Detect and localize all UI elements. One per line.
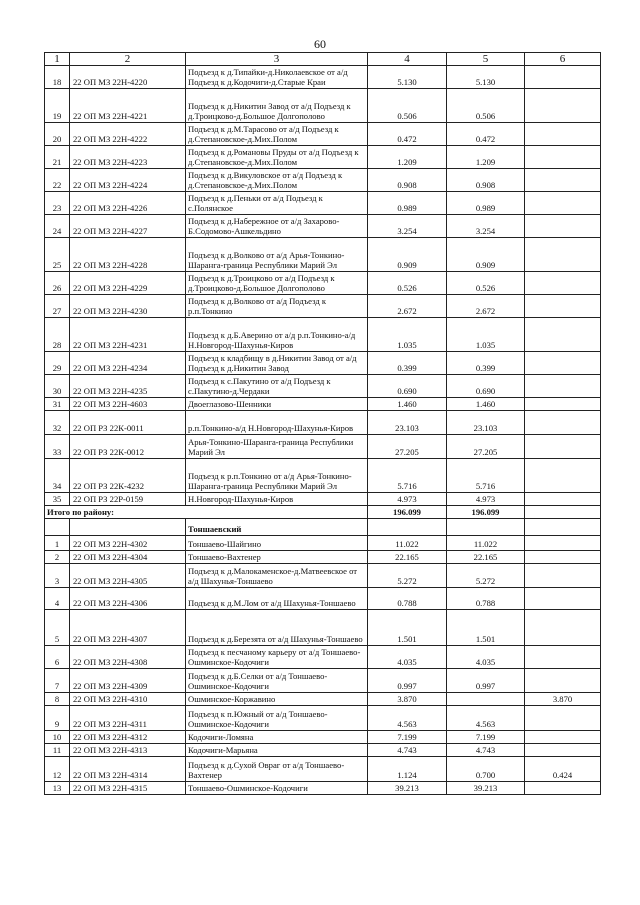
- row-number: 21: [45, 146, 70, 169]
- length-col5: 7.199: [447, 731, 525, 744]
- road-name: Подъезд к д.Романовы Пруды от а/д Подъезд к д.Степановское-д.Мих.Полом: [186, 146, 368, 169]
- length-col5: 27.205: [447, 435, 525, 459]
- col-header: 4: [368, 53, 447, 66]
- table-row: [45, 588, 601, 610]
- length-total: 0.690: [368, 375, 447, 398]
- row-number: 23: [45, 192, 70, 215]
- row-number: 35: [45, 493, 70, 506]
- length-col5: 4.035: [447, 646, 525, 669]
- road-name: Подъезд к д.Волково от а/д Арья-Тонкино-Шаранга-граница Республики Марий Эл: [186, 238, 368, 272]
- row-number: 4: [45, 588, 70, 610]
- table-row: [45, 435, 601, 459]
- road-name: Подъезд к д.Б.Аверино от а/д р.п.Тонкино-а/д Н.Новгород-Шахунья-Киров: [186, 318, 368, 352]
- length-col6: [525, 318, 601, 352]
- length-col6: [525, 706, 601, 731]
- total-row: [45, 506, 601, 519]
- length-col6: [525, 435, 601, 459]
- row-number: 26: [45, 272, 70, 295]
- length-total: 22.165: [368, 551, 447, 564]
- length-total: 11.022: [368, 536, 447, 551]
- length-col5: 4.973: [447, 493, 525, 506]
- table-row: [45, 238, 601, 272]
- road-name: Подъезд к д.Волково от а/д Подъезд к р.п.Тонкино: [186, 295, 368, 318]
- length-total: 0.908: [368, 169, 447, 192]
- road-code: 22 ОП МЗ 22Н-4315: [70, 782, 186, 795]
- length-total: 1.124: [368, 757, 447, 782]
- length-col6: [525, 669, 601, 693]
- district-cell-empty: [45, 519, 70, 536]
- table-row: [45, 459, 601, 493]
- table-row: [45, 318, 601, 352]
- length-total: 1.501: [368, 610, 447, 646]
- table-header: [45, 53, 601, 66]
- row-number: 27: [45, 295, 70, 318]
- road-name: р.п.Тонкино-а/д Н.Новгород-Шахунья-Киров: [186, 411, 368, 435]
- length-col6: [525, 123, 601, 146]
- length-total: 0.788: [368, 588, 447, 610]
- road-code: 22 ОП МЗ 22Н-4312: [70, 731, 186, 744]
- road-code: 22 ОП МЗ 22Н-4235: [70, 375, 186, 398]
- length-col6: [525, 411, 601, 435]
- row-number: 32: [45, 411, 70, 435]
- length-total: 27.205: [368, 435, 447, 459]
- road-code: 22 ОП МЗ 22Н-4222: [70, 123, 186, 146]
- length-total: 4.973: [368, 493, 447, 506]
- row-number: 13: [45, 782, 70, 795]
- length-col6: [525, 375, 601, 398]
- table-row: [45, 272, 601, 295]
- road-name: Подъезд к п.Южный от а/д Тоншаево-Ошминское-Кодочиги: [186, 706, 368, 731]
- row-number: 22: [45, 169, 70, 192]
- road-code: 22 ОП МЗ 22Н-4229: [70, 272, 186, 295]
- length-col6: [525, 89, 601, 123]
- row-number: 20: [45, 123, 70, 146]
- length-col6: [525, 169, 601, 192]
- road-code: 22 ОП МЗ 22Н-4306: [70, 588, 186, 610]
- length-total: 0.909: [368, 238, 447, 272]
- total-label: Итого по району:: [45, 506, 368, 519]
- length-col5: 0.526: [447, 272, 525, 295]
- table-row: [45, 375, 601, 398]
- road-name: Тоншаево-Шайгино: [186, 536, 368, 551]
- row-number: 24: [45, 215, 70, 238]
- table-row: [45, 757, 601, 782]
- road-code: 22 ОП МЗ 22Н-4307: [70, 610, 186, 646]
- table-row: [45, 610, 601, 646]
- road-name: Подъезд к песчаному карьеру от а/д Тоншаево-Ошминское-Кодочиги: [186, 646, 368, 669]
- table-row: [45, 731, 601, 744]
- length-col6: [525, 744, 601, 757]
- table-row: [45, 352, 601, 375]
- length-total: 2.672: [368, 295, 447, 318]
- road-name: Подъезд к д.Викуловское от а/д Подъезд к д.Степановское-д.Мих.Полом: [186, 169, 368, 192]
- length-col5: 5.272: [447, 564, 525, 588]
- table-row: [45, 646, 601, 669]
- length-total: 4.035: [368, 646, 447, 669]
- road-code: 22 ОП МЗ 22Н-4234: [70, 352, 186, 375]
- road-name: Подъезд к р.п.Тонкино от а/д Арья-Тонкино-Шаранга-граница Республики Марий Эл: [186, 459, 368, 493]
- length-total: 0.526: [368, 272, 447, 295]
- road-code: 22 ОП МЗ 22Н-4226: [70, 192, 186, 215]
- row-number: 29: [45, 352, 70, 375]
- row-number: 28: [45, 318, 70, 352]
- col-header: 1: [45, 53, 70, 66]
- length-col6: [525, 493, 601, 506]
- length-col6: [525, 459, 601, 493]
- road-name: Подъезд к д.Малокаменское-д.Матвеевское от а/д Шахунья-Тоншаево: [186, 564, 368, 588]
- row-number: 9: [45, 706, 70, 731]
- road-code: 22 ОП МЗ 22Н-4314: [70, 757, 186, 782]
- length-col5: 0.690: [447, 375, 525, 398]
- length-col5: 0.399: [447, 352, 525, 375]
- length-total: 1.035: [368, 318, 447, 352]
- table-body-prev-district: [45, 66, 601, 506]
- table-row: [45, 669, 601, 693]
- road-name: Подъезд к д.Типайки-д.Николаевское от а/д Подъезд к д.Кодочиги-д.Старые Краи: [186, 66, 368, 89]
- table-row: [45, 706, 601, 731]
- road-code: 22 ОП РЗ 22К-0011: [70, 411, 186, 435]
- length-total: 1.460: [368, 398, 447, 411]
- road-code: 22 ОП МЗ 22Н-4309: [70, 669, 186, 693]
- road-code: 22 ОП МЗ 22Н-4305: [70, 564, 186, 588]
- length-col5: 11.022: [447, 536, 525, 551]
- total-value-4: 196.099: [368, 506, 447, 519]
- length-total: 0.989: [368, 192, 447, 215]
- length-col5: 0.997: [447, 669, 525, 693]
- length-col6: 3.870: [525, 693, 601, 706]
- length-col6: [525, 588, 601, 610]
- road-code: 22 ОП МЗ 22Н-4224: [70, 169, 186, 192]
- length-col5: 1.460: [447, 398, 525, 411]
- table-row: [45, 551, 601, 564]
- road-name: Н.Новгород-Шахунья-Киров: [186, 493, 368, 506]
- table-row: [45, 215, 601, 238]
- road-name: Ошминское-Коржавино: [186, 693, 368, 706]
- road-code: 22 ОП МЗ 22Н-4308: [70, 646, 186, 669]
- length-total: 4.563: [368, 706, 447, 731]
- table-row: [45, 564, 601, 588]
- row-number: 12: [45, 757, 70, 782]
- length-col6: [525, 646, 601, 669]
- road-name: Тоншаево-Ошминское-Кодочиги: [186, 782, 368, 795]
- length-col5: 0.908: [447, 169, 525, 192]
- row-number: 18: [45, 66, 70, 89]
- length-total: 0.997: [368, 669, 447, 693]
- road-code: 22 ОП МЗ 22Н-4310: [70, 693, 186, 706]
- road-name: Кодочиги-Марьяна: [186, 744, 368, 757]
- row-number: 3: [45, 564, 70, 588]
- length-col6: [525, 564, 601, 588]
- table-row: [45, 398, 601, 411]
- row-number: 2: [45, 551, 70, 564]
- length-col5: 0.700: [447, 757, 525, 782]
- length-col6: [525, 782, 601, 795]
- roads-table: [44, 52, 601, 795]
- road-name: Подъезд к д.Троицково от а/д Подъезд к д.Троицково-д.Большое Долгополово: [186, 272, 368, 295]
- length-col5: 1.035: [447, 318, 525, 352]
- length-total: 39.213: [368, 782, 447, 795]
- table-row: [45, 744, 601, 757]
- length-col5: 0.472: [447, 123, 525, 146]
- length-total: 0.506: [368, 89, 447, 123]
- length-col5: 4.743: [447, 744, 525, 757]
- length-col6: [525, 536, 601, 551]
- length-col5: 2.672: [447, 295, 525, 318]
- road-code: 22 ОП МЗ 22Н-4220: [70, 66, 186, 89]
- row-number: 8: [45, 693, 70, 706]
- row-number: 25: [45, 238, 70, 272]
- table-row: [45, 782, 601, 795]
- row-number: 19: [45, 89, 70, 123]
- length-col5: 1.209: [447, 146, 525, 169]
- row-number: 6: [45, 646, 70, 669]
- col-header: 6: [525, 53, 601, 66]
- length-col5: [447, 693, 525, 706]
- row-number: 30: [45, 375, 70, 398]
- road-name: Тоншаево-Вахтенер: [186, 551, 368, 564]
- road-name: Подъезд к д.М.Лом от а/д Шахунья-Тоншаево: [186, 588, 368, 610]
- table-row: [45, 123, 601, 146]
- length-total: 23.103: [368, 411, 447, 435]
- road-name: Подъезд к д.Никитин Завод от а/д Подъезд к д.Троицково-д.Большое Долгополово: [186, 89, 368, 123]
- length-col5: 0.909: [447, 238, 525, 272]
- length-col6: [525, 238, 601, 272]
- length-total: 5.716: [368, 459, 447, 493]
- length-col6: [525, 215, 601, 238]
- total-value-6: [525, 506, 601, 519]
- length-col5: 0.989: [447, 192, 525, 215]
- district-cell-empty: [525, 519, 601, 536]
- length-col5: 4.563: [447, 706, 525, 731]
- road-name: Подъезд к д.Набережное от а/д Захарово-Б.Содомово-Ашкельдино: [186, 215, 368, 238]
- road-name: Подъезд к кладбищу в д.Никитин Завод от а/д Подъезд к д.Никитин Завод: [186, 352, 368, 375]
- road-code: 22 ОП МЗ 22Н-4304: [70, 551, 186, 564]
- road-code: 22 ОП МЗ 22Н-4302: [70, 536, 186, 551]
- length-col6: [525, 66, 601, 89]
- length-col6: [525, 295, 601, 318]
- length-col6: [525, 192, 601, 215]
- road-code: 22 ОП МЗ 22Н-4221: [70, 89, 186, 123]
- road-code: 22 ОП РЗ 22К-0012: [70, 435, 186, 459]
- total-value-5: 196.099: [447, 506, 525, 519]
- road-name: Подъезд к с.Пакутино от а/д Подъезд к с.Пакутино-д.Чердаки: [186, 375, 368, 398]
- road-code: 22 ОП МЗ 22Н-4228: [70, 238, 186, 272]
- district-row: [45, 519, 601, 536]
- road-code: 22 ОП МЗ 22Н-4313: [70, 744, 186, 757]
- length-total: 0.472: [368, 123, 447, 146]
- table-row: [45, 693, 601, 706]
- road-name: Подъезд к д.Березята от а/д Шахунья-Тоншаево: [186, 610, 368, 646]
- length-total: 4.743: [368, 744, 447, 757]
- road-code: 22 ОП МЗ 22Н-4230: [70, 295, 186, 318]
- length-col6: [525, 551, 601, 564]
- road-code: 22 ОП МЗ 22Н-4311: [70, 706, 186, 731]
- road-name: Двоеглазово-Шенники: [186, 398, 368, 411]
- road-code: 22 ОП МЗ 22Н-4603: [70, 398, 186, 411]
- table-row: [45, 493, 601, 506]
- road-name: Подъезд к д.Сухой Овраг от а/д Тоншаево-Вахтенер: [186, 757, 368, 782]
- length-col5: 39.213: [447, 782, 525, 795]
- table-row: [45, 536, 601, 551]
- length-total: 3.870: [368, 693, 447, 706]
- length-total: 7.199: [368, 731, 447, 744]
- length-col6: [525, 272, 601, 295]
- length-total: 0.399: [368, 352, 447, 375]
- length-col5: 23.103: [447, 411, 525, 435]
- road-code: 22 ОП РЗ 22К-4232: [70, 459, 186, 493]
- district-name: Тоншаевский: [186, 519, 368, 536]
- row-number: 11: [45, 744, 70, 757]
- col-header: 2: [70, 53, 186, 66]
- row-number: 31: [45, 398, 70, 411]
- length-col5: 0.506: [447, 89, 525, 123]
- length-total: 5.130: [368, 66, 447, 89]
- length-col6: [525, 398, 601, 411]
- table-total: [45, 506, 601, 536]
- row-number: 5: [45, 610, 70, 646]
- road-name: Подъезд к д.Пеньки от а/д Подъезд к с.Полянское: [186, 192, 368, 215]
- length-col5: 1.501: [447, 610, 525, 646]
- road-name: Подъезд к д.Б.Селки от а/д Тоншаево-Ошминское-Кодочиги: [186, 669, 368, 693]
- road-code: 22 ОП МЗ 22Н-4231: [70, 318, 186, 352]
- row-number: 33: [45, 435, 70, 459]
- length-col6: [525, 146, 601, 169]
- row-number: 10: [45, 731, 70, 744]
- length-total: 5.272: [368, 564, 447, 588]
- col-header: 5: [447, 53, 525, 66]
- length-col6: [525, 352, 601, 375]
- col-header: 3: [186, 53, 368, 66]
- table-row: [45, 192, 601, 215]
- district-cell-empty: [368, 519, 447, 536]
- road-code: 22 ОП МЗ 22Н-4223: [70, 146, 186, 169]
- length-col5: 0.788: [447, 588, 525, 610]
- length-col5: 3.254: [447, 215, 525, 238]
- row-number: 1: [45, 536, 70, 551]
- table-row: [45, 66, 601, 89]
- length-col5: 5.716: [447, 459, 525, 493]
- road-name: Кодочиги-Ломяна: [186, 731, 368, 744]
- table-row: [45, 411, 601, 435]
- length-col6: [525, 610, 601, 646]
- road-name: Подъезд к д.М.Тарасово от а/д Подъезд к д.Степановское-д.Мих.Полом: [186, 123, 368, 146]
- district-cell-empty: [447, 519, 525, 536]
- road-code: 22 ОП РЗ 22Р-0159: [70, 493, 186, 506]
- row-number: 34: [45, 459, 70, 493]
- page-number: 60: [314, 37, 326, 51]
- table-row: [45, 89, 601, 123]
- table-body-tonshaevsky: [45, 536, 601, 795]
- length-total: 3.254: [368, 215, 447, 238]
- length-col6: 0.424: [525, 757, 601, 782]
- road-name: Арья-Тонкино-Шаранга-граница Республики Марий Эл: [186, 435, 368, 459]
- table-row: [45, 295, 601, 318]
- district-cell-empty: [70, 519, 186, 536]
- road-code: 22 ОП МЗ 22Н-4227: [70, 215, 186, 238]
- length-col5: 5.130: [447, 66, 525, 89]
- table-row: [45, 169, 601, 192]
- length-total: 1.209: [368, 146, 447, 169]
- length-col6: [525, 731, 601, 744]
- length-col5: 22.165: [447, 551, 525, 564]
- table-row: [45, 146, 601, 169]
- row-number: 7: [45, 669, 70, 693]
